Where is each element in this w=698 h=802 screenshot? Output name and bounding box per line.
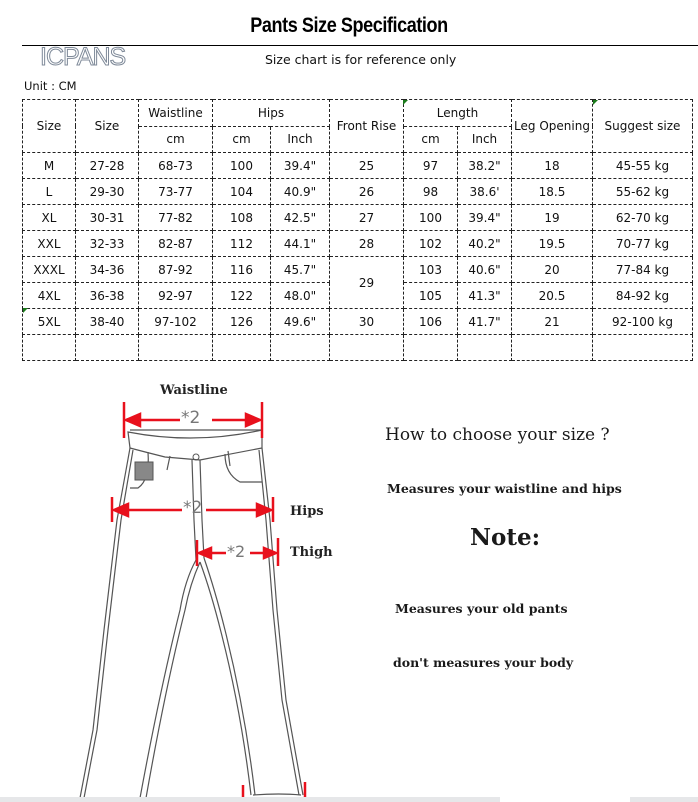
cell-hips-cm: 108 (213, 205, 271, 231)
cell-comment-marker (23, 308, 28, 313)
cell-size: XXXL (23, 257, 76, 283)
empty-cell (330, 335, 404, 361)
empty-cell (23, 335, 76, 361)
empty-cell (213, 335, 271, 361)
cell-hips-cm: 122 (213, 283, 271, 309)
cell-length-inch: 39.4" (458, 205, 512, 231)
cell-front-rise: 26 (330, 179, 404, 205)
guide-line-waist-hips: Measures your waistline and hips (387, 481, 622, 496)
cell-size-number: 29-30 (76, 179, 139, 205)
unit-label: Unit : CM (24, 79, 77, 93)
pants-drawing (0, 370, 360, 802)
cell-leg-opening: 21 (512, 309, 593, 335)
cell-length-cm: 105 (404, 283, 458, 309)
table-row (23, 231, 693, 257)
hips-multiplier: *2 (183, 498, 203, 518)
empty-cell (139, 335, 213, 361)
cell-length-inch: 41.7" (458, 309, 512, 335)
cell-suggest-size: 45-55 kg (593, 153, 693, 179)
guide-line-old-pants: Measures your old pants (395, 601, 568, 616)
cell-suggest-size: 77-84 kg (593, 257, 693, 283)
cell-leg-opening: 18.5 (512, 179, 593, 205)
waist-multiplier: *2 (181, 408, 201, 428)
table-row (23, 179, 693, 205)
cell-waist-cm: 73-77 (139, 179, 213, 205)
header-length: Length (404, 100, 512, 127)
cell-hips-inch: 49.6" (271, 309, 330, 335)
cell-length-cm: 103 (404, 257, 458, 283)
subheader-hips-cm: cm (213, 126, 271, 153)
arrowhead (264, 548, 276, 558)
cell-size-number: 27-28 (76, 153, 139, 179)
header-size: Size (23, 100, 76, 153)
subheader-length-cm: cm (404, 126, 458, 153)
cell-waist-cm: 97-102 (139, 309, 213, 335)
header-size-number: Size (76, 100, 139, 153)
reference-note: Size chart is for reference only (265, 52, 457, 67)
bottom-bar (0, 797, 500, 802)
cell-leg-opening: 19.5 (512, 231, 593, 257)
table-row (23, 153, 693, 179)
cell-hips-inch: 40.9" (271, 179, 330, 205)
cell-length-cm: 98 (404, 179, 458, 205)
table-row (23, 309, 693, 335)
empty-cell (271, 335, 330, 361)
thigh-multiplier: *2 (227, 542, 246, 561)
waistline-label: Waistline (160, 383, 228, 398)
cell-length-inch: 40.2" (458, 231, 512, 257)
cell-length-inch: 41.3" (458, 283, 512, 309)
cell-hips-inch: 44.1" (271, 231, 330, 257)
arrowhead (126, 414, 140, 426)
cell-size: M (23, 153, 76, 179)
cell-hips-inch: 39.4" (271, 153, 330, 179)
cell-front-rise: 27 (330, 205, 404, 231)
header-hips: Hips (213, 100, 330, 127)
cell-suggest-size: 92-100 kg (593, 309, 693, 335)
arrowhead (114, 504, 128, 516)
cell-front-rise: 30 (330, 309, 404, 335)
cell-size-number: 30-31 (76, 205, 139, 231)
cell-leg-opening: 20.5 (512, 283, 593, 309)
cell-size-number: 34-36 (76, 257, 139, 283)
cell-hips-cm: 104 (213, 179, 271, 205)
cell-length-cm: 102 (404, 231, 458, 257)
cell-size: L (23, 179, 76, 205)
cell-hips-inch: 42.5" (271, 205, 330, 231)
header-front-rise: Front Rise (330, 100, 404, 153)
cell-hips-inch: 45.7" (271, 257, 330, 283)
cell-leg-opening: 20 (512, 257, 593, 283)
cell-suggest-size: 84-92 kg (593, 283, 693, 309)
empty-cell (512, 335, 593, 361)
cell-hips-cm: 126 (213, 309, 271, 335)
coin-pocket (135, 462, 153, 480)
cell-front-rise: 29 (330, 257, 404, 309)
subheader-waist-cm: cm (139, 126, 213, 153)
empty-cell (593, 335, 693, 361)
cell-comment-marker (403, 100, 408, 105)
cell-waist-cm: 68-73 (139, 153, 213, 179)
page-title: Pants Size Specification (250, 14, 448, 37)
cell-suggest-size: 70-77 kg (593, 231, 693, 257)
cell-length-inch: 40.6" (458, 257, 512, 283)
cell-hips-inch: 48.0" (271, 283, 330, 309)
cell-front-rise: 28 (330, 231, 404, 257)
size-table (22, 99, 693, 361)
table-empty-row (23, 335, 693, 361)
subheader-hips-inch: Inch (271, 126, 330, 153)
empty-cell (404, 335, 458, 361)
cell-size-number: 36-38 (76, 283, 139, 309)
cell-length-cm: 97 (404, 153, 458, 179)
header-leg-opening: Leg Opening (512, 100, 593, 153)
cell-length-inch: 38.6' (458, 179, 512, 205)
subheader-length-inch: Inch (458, 126, 512, 153)
table-header-row (23, 100, 693, 127)
cell-leg-opening: 18 (512, 153, 593, 179)
cell-waist-cm: 77-82 (139, 205, 213, 231)
cell-comment-marker (593, 100, 598, 105)
cell-hips-cm: 116 (213, 257, 271, 283)
cell-length-inch: 38.2" (458, 153, 512, 179)
cell-length-cm: 106 (404, 309, 458, 335)
cell-hips-cm: 112 (213, 231, 271, 257)
empty-cell (76, 335, 139, 361)
pants-measurement-illustration (0, 370, 360, 802)
cell-length-cm: 100 (404, 205, 458, 231)
cell-size: 5XL (23, 309, 76, 335)
cell-waist-cm: 82-87 (139, 231, 213, 257)
brand-logo: ICPANS (40, 43, 126, 71)
pants-outline (80, 430, 303, 799)
cell-suggest-size: 55-62 kg (593, 179, 693, 205)
empty-cell (458, 335, 512, 361)
bottom-bar (630, 797, 698, 802)
cell-size: XL (23, 205, 76, 231)
arrowhead (246, 414, 260, 426)
cell-waist-cm: 87-92 (139, 257, 213, 283)
cell-hips-cm: 100 (213, 153, 271, 179)
cell-size-number: 32-33 (76, 231, 139, 257)
cell-leg-opening: 19 (512, 205, 593, 231)
cell-suggest-size: 62-70 kg (593, 205, 693, 231)
cell-front-rise: 25 (330, 153, 404, 179)
guide-heading: How to choose your size ? (385, 425, 610, 445)
table-row (23, 205, 693, 231)
thigh-label: Thigh (290, 545, 333, 560)
arrowhead (199, 548, 211, 558)
table-row (23, 257, 693, 283)
header-waistline: Waistline (139, 100, 213, 127)
note-title: Note: (470, 524, 541, 551)
guide-line-body: don't measures your body (393, 655, 574, 670)
header-suggest-size: Suggest size (593, 100, 693, 153)
hips-label: Hips (290, 504, 324, 519)
cell-size: XXL (23, 231, 76, 257)
cell-size-number: 38-40 (76, 309, 139, 335)
cell-waist-cm: 92-97 (139, 283, 213, 309)
cell-size: 4XL (23, 283, 76, 309)
